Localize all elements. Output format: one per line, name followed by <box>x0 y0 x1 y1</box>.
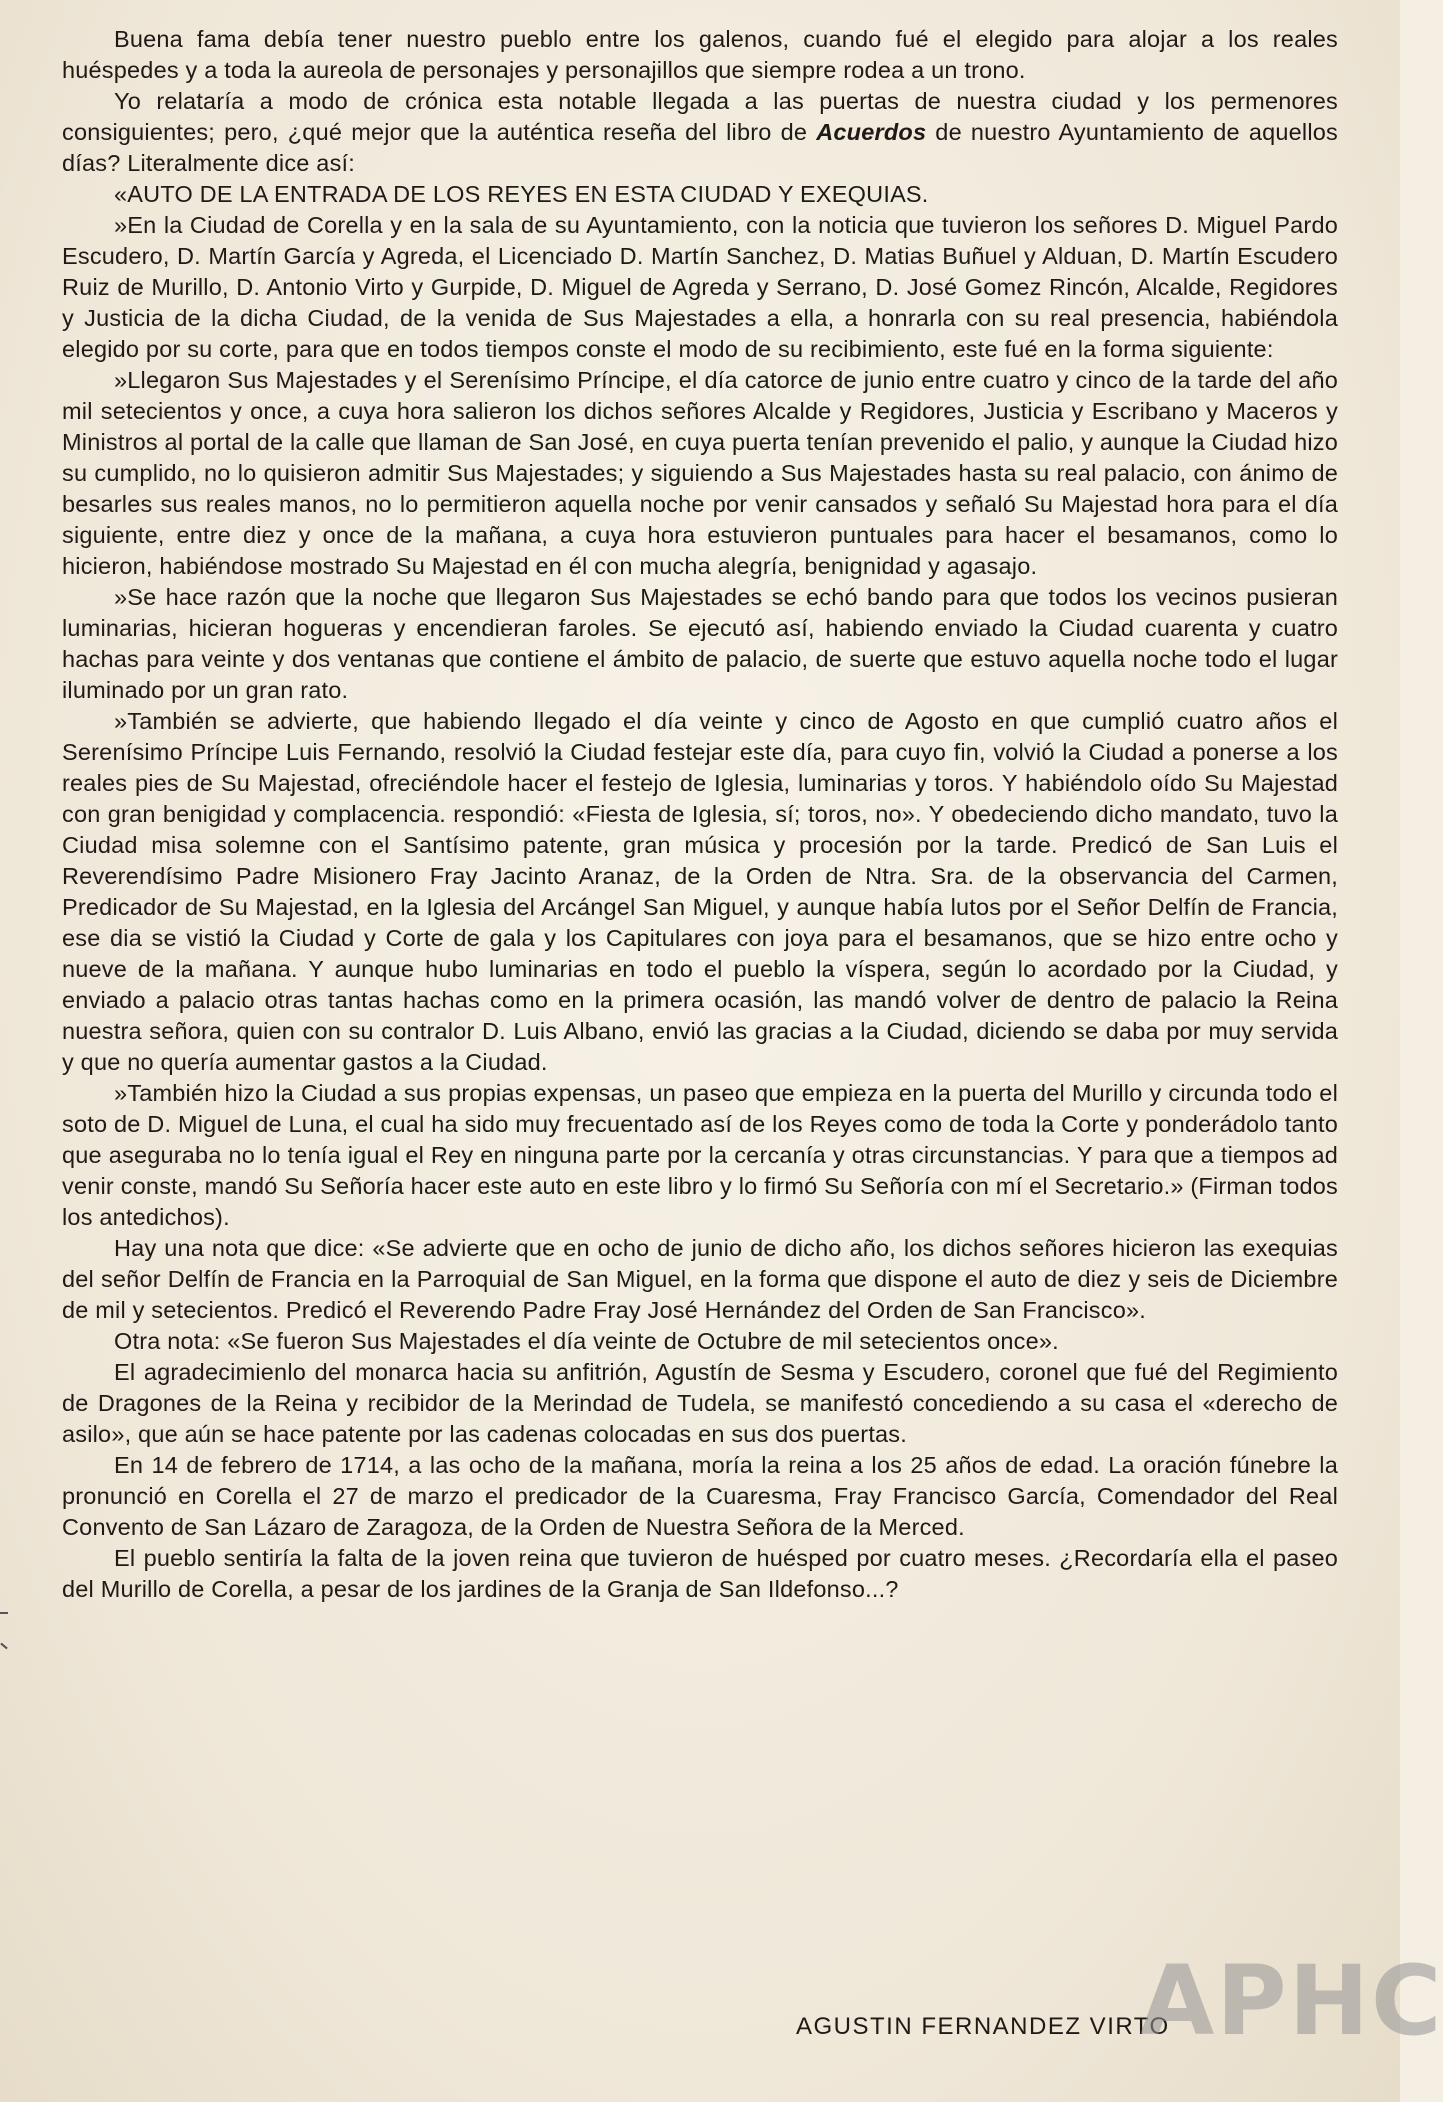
paragraph-13: El pueblo sentiría la falta de la joven reina que tuvieron de huésped por cuatro meses. ¿Recordaría ella el paseo del Murillo de Corella, a pesar de los jardines de la Granja de San Ildefonso...? <box>62 1545 1338 1602</box>
article-body <box>62 24 1338 1605</box>
margin-mark <box>0 1643 7 1650</box>
paragraph-11: El agradecimienlo del monarca hacia su anfitrión, Agustín de Sesma y Escudero, coronel que fué del Regimiento de Dragones de la Reina y recibidor de la Merindad de Tudela, se manifestó concediendo a su casa el «derecho de asilo», que aún se hace patente por las cadenas colocadas en sus dos puertas. <box>62 1359 1338 1447</box>
paragraph-10: Otra nota: «Se fueron Sus Majestades el día veinte de Octubre de mil setecientos once». <box>114 1328 1059 1354</box>
acuerdos-word: Acuerdos <box>816 119 927 145</box>
paragraph-9: Hay una nota que dice: «Se advierte que en ocho de junio de dicho año, los dichos señores hicieron las exequias del señor Delfín de Francia en la Parroquial de San Miguel, en la forma que dispone el auto de diez y seis de Diciembre de mil y setecientos. Predicó el Reverendo Padre Fray José Hernández del Orden de San Francisco». <box>62 1235 1338 1323</box>
paragraph-6: »Se hace razón que la noche que llegaron Sus Majestades se echó bando para que todos los vecinos pusieran luminarias, hicieran hogueras y encendieran faroles. Se ejecutó así, habiendo enviado la Ciudad cuarenta y cuatro hachas para veinte y dos ventanas que contiene el ámbito de palacio, de suerte que estuvo aquella noche todo el lugar iluminado por un gran rato. <box>62 584 1338 703</box>
paragraph-7: »También se advierte, que habiendo llegado el día veinte y cinco de Agosto en que cumplió cuatro años el Serenísimo Príncipe Luis Fernando, resolvió la Ciudad festejar este día, para cuyo fin, volvió la Ciudad a ponerse a los reales pies de Su Majestad, ofreciéndole hacer el festejo de Iglesia, luminarias y toros. Y habiéndolo oído Su Majestad con gran benigidad y complacencia. respondió: «Fiesta de Iglesia, sí; toros, no». Y obedeciendo dicho mandato, tuvo la Ciudad misa solemne con el Santísimo patente, gran música y procesión por la tarde. Predicó de San Luis el Reverendísimo Padre Misionero Fray Jacinto Aranaz, de la Orden de Ntra. Sra. de la observancia del Carmen, Predicador de Su Majestad, en la Iglesia del Arcángel San Miguel, y aunque había lutos por el Señor Delfín de Francia, ese dia se vistió la Ciudad y Corte de gala y los Capitulares con joya para el besamanos, que se hizo entre ocho y nueve de la mañana. Y aunque hubo luminarias en todo el pueblo la víspera, según lo acordado por la Ciudad, y enviado a palacio otras tantas hachas como en la primera ocasión, las mandó volver de dentro de palacio la Reina nuestra señora, quien con su contralor D. Luis Albano, envió las gracias a la Ciudad, diciendo se daba por muy servida y que no quería aumentar gastos a la Ciudad. <box>62 708 1338 1075</box>
aphc-watermark: APHC <box>1140 1945 1443 2057</box>
margin-mark <box>0 1612 8 1614</box>
paragraph-2 <box>62 86 1338 179</box>
paragraph-8: »También hizo la Ciudad a sus propias expensas, un paseo que empieza en la puerta del Murillo y circunda todo el soto de D. Miguel de Luna, el cual ha sido muy frecuentado así de los Reyes como de toda la Corte y ponderádolo tanto que aseguraba no lo tenía igual el Rey en ninguna parte por la cercanía y otras circunstancias. Y para que a tiempos ad venir conste, mandó Su Señoría hacer este auto en este libro y lo firmó Su Señoría con mí el Secretario.» (Firman todos los antedichos). <box>62 1080 1338 1230</box>
auto-heading: «AUTO DE LA ENTRADA DE LOS REYES EN ESTA CIUDAD Y EXEQUIAS. <box>114 181 929 207</box>
paragraph-4: »En la Ciudad de Corella y en la sala de su Ayuntamiento, con la noticia que tuvieron los señores D. Miguel Pardo Escudero, D. Martín García y Agreda, el Licenciado D. Martín Sanchez, D. Matias Buñuel y Alduan, D. Martín Escudero Ruiz de Murillo, D. Antonio Virto y Gurpide, D. Miguel de Agreda y Serrano, D. José Gomez Rincón, Alcalde, Regidores y Justicia de la dicha Ciudad, de la venida de Sus Majestades a ella, a honrarla con su real presencia, habiéndola elegido por su corte, para que en todos tiempos conste el modo de su recibimiento, este fué en la forma siguiente: <box>62 212 1338 362</box>
paragraph-12: En 14 de febrero de 1714, a las ocho de la mañana, moría la reina a los 25 años de edad. La oración fúnebre la pronunció en Corella el 27 de marzo el predicador de la Cuaresma, Fray Francisco García, Comendador del Real Convento de San Lázaro de Zaragoza, de la Orden de Nuestra Señora de la Merced. <box>62 1452 1338 1540</box>
paragraph-2-start: Yo relataría a modo de crónica esta notable llegada a las puertas de nuestra ciudad y los permenores consiguientes; pero, ¿qué mejor que la auténtica reseña del libro de <box>62 88 1338 145</box>
paragraph-1: Buena fama debía tener nuestro pueblo entre los galenos, cuando fué el elegido para alojar a los reales huéspedes y a toda la aureola de personajes y personajillos que siempre rodea a un trono. <box>62 26 1338 83</box>
paragraph-2-end: de nuestro Ayuntamiento de aquellos días? Literalmente dice así: <box>62 119 1338 176</box>
paragraph-5: »Llegaron Sus Majestades y el Serenísimo Príncipe, el día catorce de junio entre cuatro y cinco de la tarde del año mil setecientos y once, a cuya hora salieron los dichos señores Alcalde y Regidores, Justicia y Escribano y Maceros y Ministros al portal de la calle que llaman de San José, en cuya puerta tenían prevenido el palio, y aunque la Ciudad hizo su cumplido, no lo quisieron admitir Sus Majestades; y siguiendo a Sus Majestades hasta su real palacio, con ánimo de besarles sus reales manos, no lo permitieron aquella noche por venir cansados y señaló Su Majestad hora para el día siguiente, entre diez y once de la mañana, a cuya hora estuvieron puntuales para hacer el besamanos, como lo hicieron, habiéndose mostrado Su Majestad en él con mucha alegría, benignidad y agasajo. <box>62 367 1338 579</box>
author-signature: AGUSTIN FERNANDEZ VIRTO <box>796 2013 1170 2040</box>
